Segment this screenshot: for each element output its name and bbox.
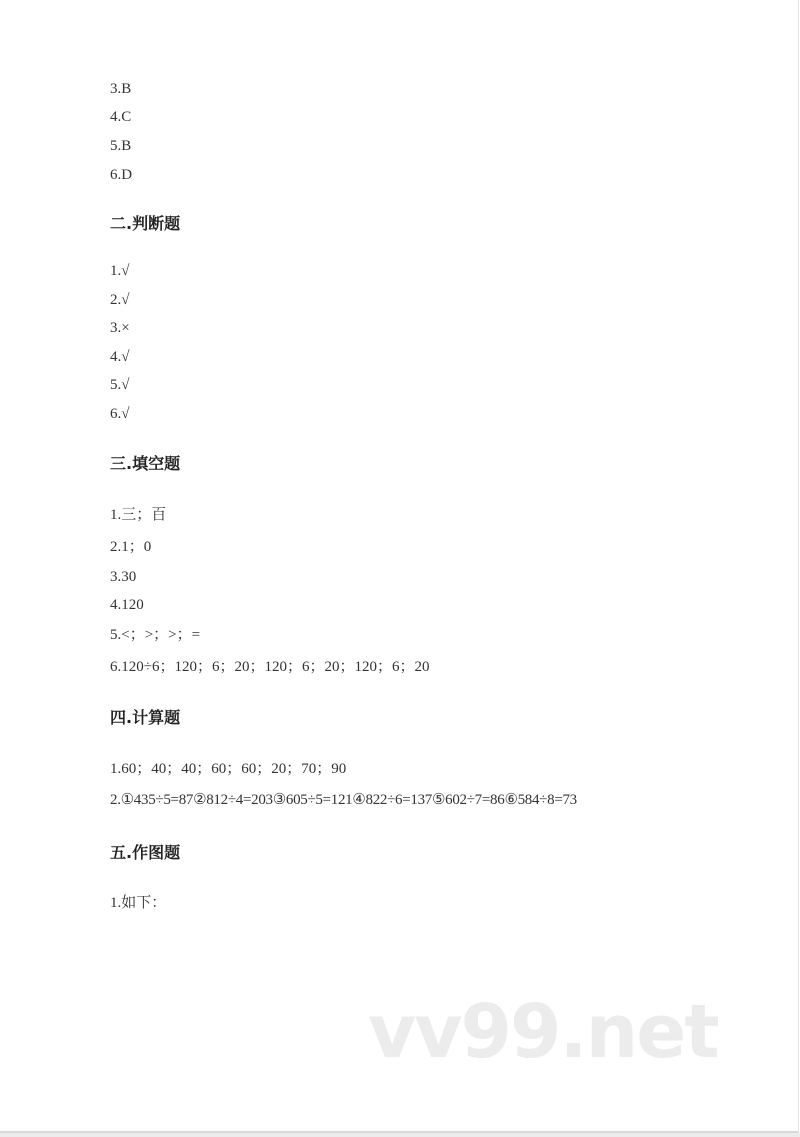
answer-line: 6.120÷6；120；6；20；120；6；20；120；6；20 [110,659,430,675]
answer-line: 1.60；40；40；60；60；20；70；90 [110,761,347,777]
answer-line: 3.B [110,81,132,97]
answer-line: 4.120 [110,597,144,613]
answer-line: 4.C [110,109,132,125]
section-heading: 三.填空题 [110,454,181,473]
answer-line: 1.三；百 [110,507,167,523]
page-bottom-edge [0,1133,800,1137]
answer-line: 6.√ [110,406,130,422]
section-heading: 五.作图题 [110,843,181,862]
answer-line: 3.× [110,320,130,336]
section-heading: 二.判断题 [110,214,181,233]
answer-line: 3.30 [110,569,137,585]
answer-line: 1.如下： [110,895,167,911]
answer-line: 5.B [110,138,132,154]
answer-line: 2.√ [110,292,130,308]
answer-line: 1.√ [110,263,130,279]
answer-line: 2.①435÷5=87②812÷4=203③605÷5=121④822÷6=137⑤602÷7=86⑥584÷8=73 [110,792,577,808]
watermark: vv99.net [368,989,718,1075]
answer-line: 4.√ [110,349,130,365]
answer-line: 6.D [110,167,133,183]
answer-line: 2.1；0 [110,539,152,555]
answer-line: 5.<；>；>；= [110,627,201,643]
answer-line: 5.√ [110,377,130,393]
section-heading: 四.计算题 [110,708,181,727]
